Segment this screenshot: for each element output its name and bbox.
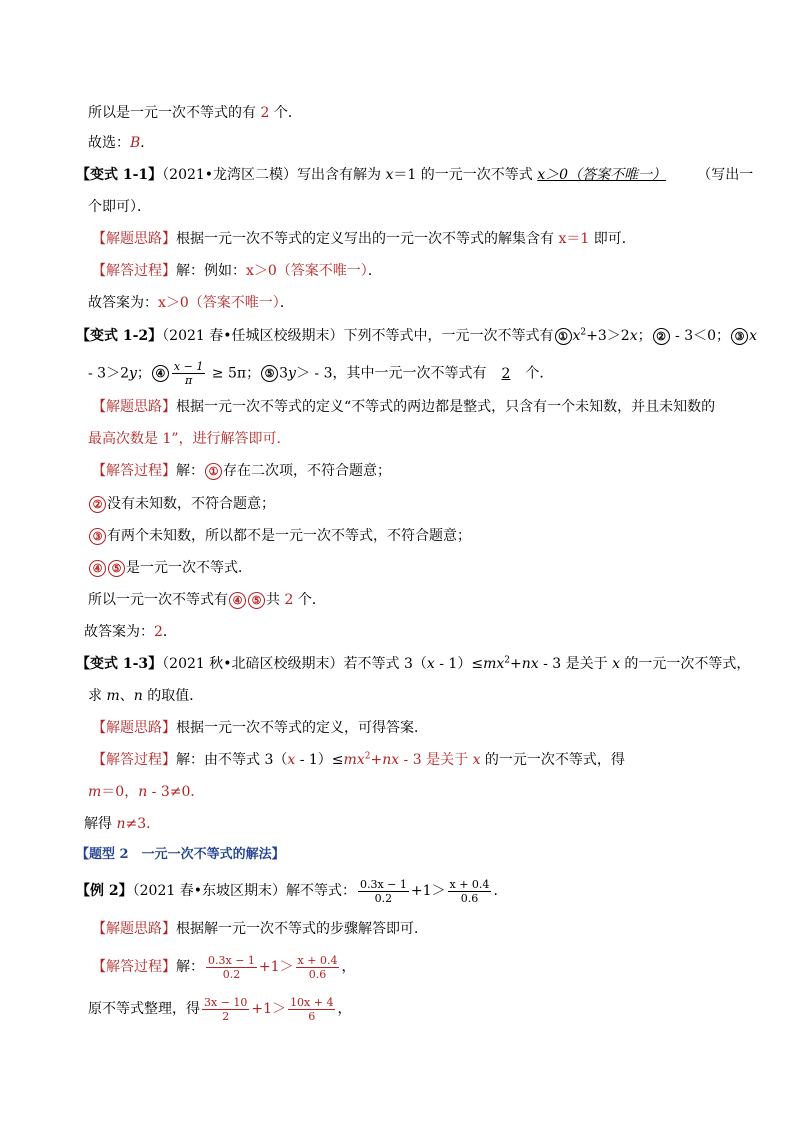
choice-value: B [130,135,141,151]
variant-1-2-final: 故答案为：2． [84,624,177,640]
variant-1-1-final: 故答案为：x＞0（答案不唯一）． [88,295,294,311]
variant-1-2-step-2: ② 没有未知数，不符合题意； [88,495,275,513]
think-tag: 【解题思路】 [92,921,176,937]
conclusion-line: 所以是一元一次不等式的有 2 个． [88,105,302,121]
variant-1-2-think-cont: 最高次数是 1”，进行解答即可. [88,431,281,447]
think-tag: 【解题思路】 [92,720,176,736]
variant-1-2-step-3: ③ 有两个未知数，所以都不是一元一次不等式，不符合题意； [88,527,471,545]
think-tag: 【解题思路】 [92,231,176,247]
variant-1-3-question: 【变式 1-3】（2021 秋•北碚区校级期末）若不等式 $3(x - 1)\le mx^2+nx - 3$ 是关于 x 的一元一次不等式， [76,655,751,672]
example-2-question: 【例 2】（2021 春•东坡区期末）解不等式： $\frac{0.3x - 1}{0.2}$ +1＞ $\frac{x + 0.4}{0.6}$ ． [76,877,508,905]
variant-1-2-step-5: 所以一元一次不等式有 ④ ⑤ 共 2 个． [88,592,326,608]
variant-1-2-step-4: ④ ⑤ 是一元一次不等式． [88,559,252,577]
variant-tag: 【变式 1-3】 [76,656,163,672]
fraction: $\frac{0.3x - 1}{0.2}$ [208,953,255,981]
section-title: 【题型 2 一元一次不等式的解法】 [76,847,285,862]
variant-1-2-think: 【解题思路】根据一元一次不等式的定义“不等式的两边都是整式，只含有一个未知数，并且未知数的 [92,399,716,415]
example-2-simplified: 原不等式整理，得 $\frac{3x - 10}{2}$ +1＞ $\frac{10x + 4}{6}$ ， [88,995,352,1023]
fraction: $\frac{0.3x - 1}{0.2}$ [359,877,407,905]
variant-tag: 【变式 1-1】 [76,167,163,183]
fraction: $\frac{x + 0.4}{0.6}$ [449,877,490,905]
process-tag: 【解答过程】 [92,263,176,279]
variant-1-3-solution: 解得 n≠3． [84,816,161,832]
variant-1-2-process: 【解答过程】解： ① 存在二次项，不符合题意； [92,463,391,479]
fraction: $\frac{10x + 4}{6}$ [290,995,334,1023]
answer-blank: 2 [501,365,511,382]
variant-1-3-equations: m＝0，n - 3≠0． [88,784,205,800]
process-tag: 【解答过程】 [92,752,176,768]
example-2-process: 【解答过程】解： $\frac{0.3x - 1}{0.2}$ +1＞ $\frac{x + 0.4}{0.6}$ ， [92,953,356,981]
variant-1-3-process: 【解答过程】解：由不等式 $3(x - 1)\le mx^2+nx - 3$ 是关于 x 的一元一次不等式，得 [92,751,625,768]
process-tag: 【解答过程】 [92,463,176,479]
variant-1-1-question-cont: 个即可）． [88,199,151,215]
process-tag: 【解答过程】 [92,959,176,975]
variant-1-3-think: 【解题思路】根据一元一次不等式的定义，可得答案． [92,720,428,736]
example-2-think: 【解题思路】根据解一元一次不等式的步骤解答即可． [92,921,428,937]
fraction: $\frac{x - 1}{\pi}$ [173,360,204,387]
variant-tag: 【变式 1-2】 [76,328,163,344]
variant-1-1-question: 【变式 1-1】（2021•龙湾区二模）写出含有解为 x＝1 的一元一次不等式 x＞0（答案不唯一） （写出一 [76,167,754,183]
fraction: $\frac{3x - 10}{2}$ [204,995,248,1023]
variant-1-2-question: 【变式 1-2】（2021 春•任城区校级期末）下列不等式中，一元一次不等式有 ① $x^2+3>2x$； ② - 3＜0； ③ x [76,327,757,344]
example-tag: 【例 2】 [76,883,133,899]
count-value: 2 [260,105,270,121]
variant-1-1-process: 【解答过程】解：例如：x＞0（答案不唯一）． [92,263,382,279]
answer-blank: x＞0（答案不唯一） [537,167,667,183]
think-tag: 【解题思路】 [92,399,176,415]
variant-1-3-question-cont: 求 m、n 的取值． [88,688,204,704]
choice-line: 故选：B． [88,135,155,151]
variant-1-1-think: 【解题思路】根据一元一次不等式的定义写出的一元一次不等式的解集含有 x＝1 即可． [92,231,636,247]
variant-1-2-question-cont: - 3＞2y； ④ $\frac{x - 1}{\pi}$ ≥ 5π； ⑤ 3y＞ - 3，其中一元一次不等式有 2 个． [88,360,554,387]
fraction: $\frac{x + 0.4}{0.6}$ [297,953,338,981]
